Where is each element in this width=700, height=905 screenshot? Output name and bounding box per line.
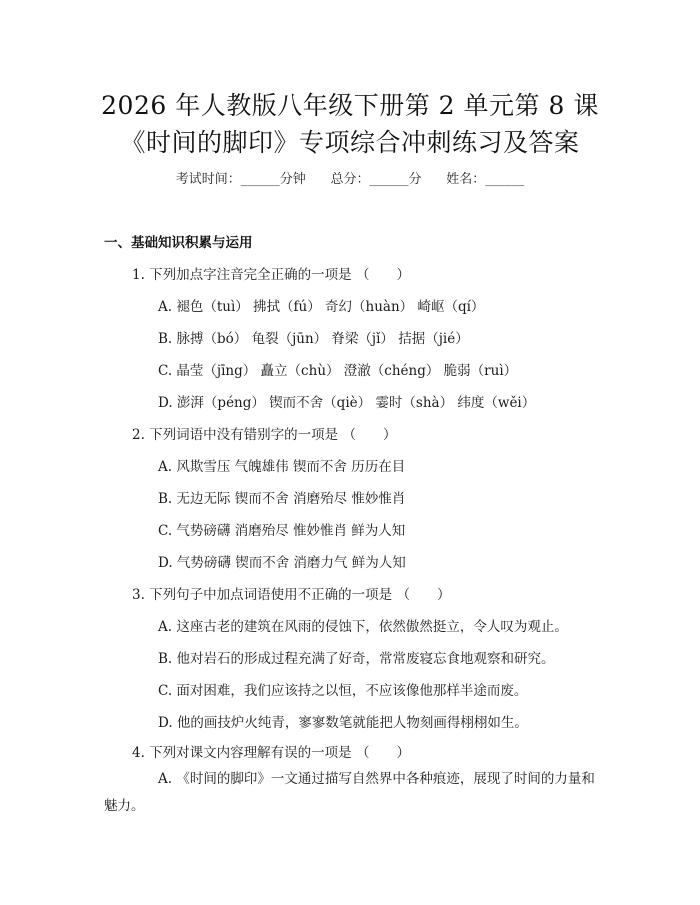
question-stem: 1. 下列加点字注音完全正确的一项是 （ ） — [132, 267, 410, 283]
section-heading: 一、基础知识积累与运用 — [104, 235, 253, 251]
question-option: C. 气势磅礴 消磨殆尽 惟妙惟肖 鲜为人知 — [158, 523, 406, 539]
document-title-line1: 2026 年人教版八年级下册第 2 单元第 8 课 — [101, 91, 599, 120]
question-stem: 3. 下列句子中加点词语使用不正确的一项是 （ ） — [132, 587, 451, 603]
question-option: D. 他的画技炉火纯青，寥寥数笔就能把人物刻画得栩栩如生。 — [158, 715, 528, 731]
question-option: B. 无边无际 锲而不舍 消磨殆尽 惟妙惟肖 — [158, 491, 406, 507]
question-option: C. 晶莹（jīng） 矗立（chù） 澄澈（chéng） 脆弱（ruì） — [158, 363, 518, 379]
question-stem: 4. 下列对课文内容理解有误的一项是 （ ） — [132, 745, 410, 761]
exam-info-line: 考试时间：______分钟 总分：______分 姓名：______ — [175, 172, 525, 187]
question-option: A. 褪色（tuì） 拂拭（fú） 奇幻（huàn） 崎岖（qí） — [158, 299, 485, 315]
question-option-paragraph: A. 《时间的脚印》一文通过描写自然界中各种痕迹，展现了时间的力量和魅力。 — [104, 771, 595, 814]
question-option: A. 这座古老的建筑在风雨的侵蚀下，依然傲然挺立，令人叹为观止。 — [158, 619, 568, 635]
question-option: C. 面对困难，我们应该持之以恒，不应该像他那样半途而废。 — [158, 683, 528, 699]
question-option: D. 气势磅礴 锲而不舍 消磨力气 鲜为人知 — [158, 555, 406, 571]
question-option: B. 脉搏（bó） 龟裂（jūn） 脊梁（jǐ） 拮据（jié） — [158, 331, 469, 347]
question-stem: 2. 下列词语中没有错别字的一项是 （ ） — [132, 427, 397, 443]
question-option: B. 他对岩石的形成过程充满了好奇，常常废寝忘食地观察和研究。 — [158, 651, 555, 667]
question-option: D. 澎湃（péng） 锲而不舍（qiè） 霎时（shà） 纬度（wěi） — [158, 395, 536, 411]
document-title-line2: 《时间的脚印》专项综合冲刺练习及答案 — [120, 128, 580, 157]
question-option: A. 风欺雪压 气魄雄伟 锲而不舍 历历在目 — [158, 459, 406, 475]
